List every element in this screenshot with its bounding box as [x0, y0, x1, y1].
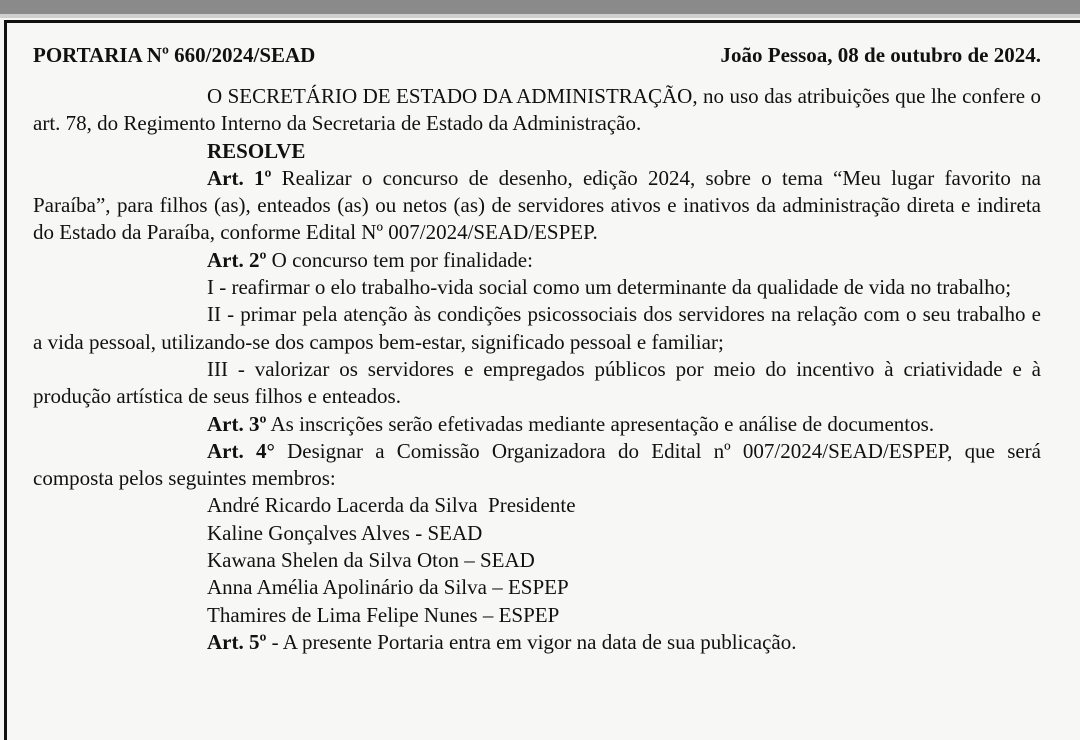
top-rule — [0, 14, 1080, 18]
item-iii: III - valorizar os servidores e empregados públicos por meio do incentivo à criatividade e à produção artística de seus filhos e enteados. — [33, 356, 1041, 409]
article-2 — [33, 247, 1041, 274]
portaria-number: PORTARIA Nº 660/2024/SEAD — [33, 43, 316, 67]
article-3-text: As inscrições serão efetivadas mediante apresentação e análise de documentos. — [266, 411, 935, 436]
document-body — [33, 83, 1041, 656]
article-3-label: Art. 3º — [207, 411, 267, 436]
article-3 — [33, 411, 1041, 438]
article-2-label: Art. 2º — [207, 247, 267, 272]
article-1-text: Realizar o concurso de desenho, edição 2024, sobre o tema “Meu lugar favorito na Paraíba”, para filhos (as), enteados (as) ou netos (as) de servidores ativos e inativos da administração direta e indireta do Estado da Paraíba, conforme Edital Nº 007/2024/SEAD/ESPEP. — [33, 165, 1041, 245]
member-4: Anna Amélia Apolinário da Silva – ESPEP — [207, 575, 569, 600]
member-3: Kawana Shelen da Silva Oton – SEAD — [207, 548, 535, 573]
item-ii: II - primar pela atenção às condições psicossociais dos servidores na relação com o seu trabalho e a vida pessoal, utilizando-se dos campos bem-estar, significado pessoal e familiar; — [33, 302, 1041, 354]
article-1 — [33, 165, 1041, 247]
article-4-text: Designar a Comissão Organizadora do Edital nº 007/2024/SEAD/ESPEP, que será composta pelos seguintes membros: — [33, 438, 1041, 491]
item-i: I - reafirmar o elo trabalho-vida social como um determinante da qualidade de vida no trabalho; — [207, 275, 1012, 300]
article-5 — [33, 629, 1041, 656]
place-date: João Pessoa, 08 de outubro de 2024. — [720, 43, 1041, 67]
resolve-heading: RESOLVE — [207, 138, 306, 163]
article-4-label: Art. 4° — [207, 438, 275, 463]
member-1: André Ricardo Lacerda da Silva Presidente — [207, 493, 576, 518]
article-5-text: - A presente Portaria entra em vigor na data de sua publicação. — [266, 629, 797, 654]
member-2: Kaline Gonçalves Alves - SEAD — [207, 520, 483, 545]
member-5: Thamires de Lima Felipe Nunes – ESPEP — [207, 602, 560, 627]
document-header — [33, 41, 1041, 69]
article-2-text: O concurso tem por finalidade: — [266, 247, 533, 272]
article-4 — [33, 438, 1041, 493]
top-band — [0, 0, 1080, 14]
article-1-label: Art. 1º — [207, 165, 272, 190]
intro-paragraph: O SECRETÁRIO DE ESTADO DA ADMINISTRAÇÃO, no uso das atribuições que lhe confere o art. 78, do Regimento Interno da Secretaria de Estado da Administração. — [33, 84, 1041, 136]
article-5-label: Art. 5º — [207, 629, 267, 654]
portaria-document — [33, 41, 1041, 656]
